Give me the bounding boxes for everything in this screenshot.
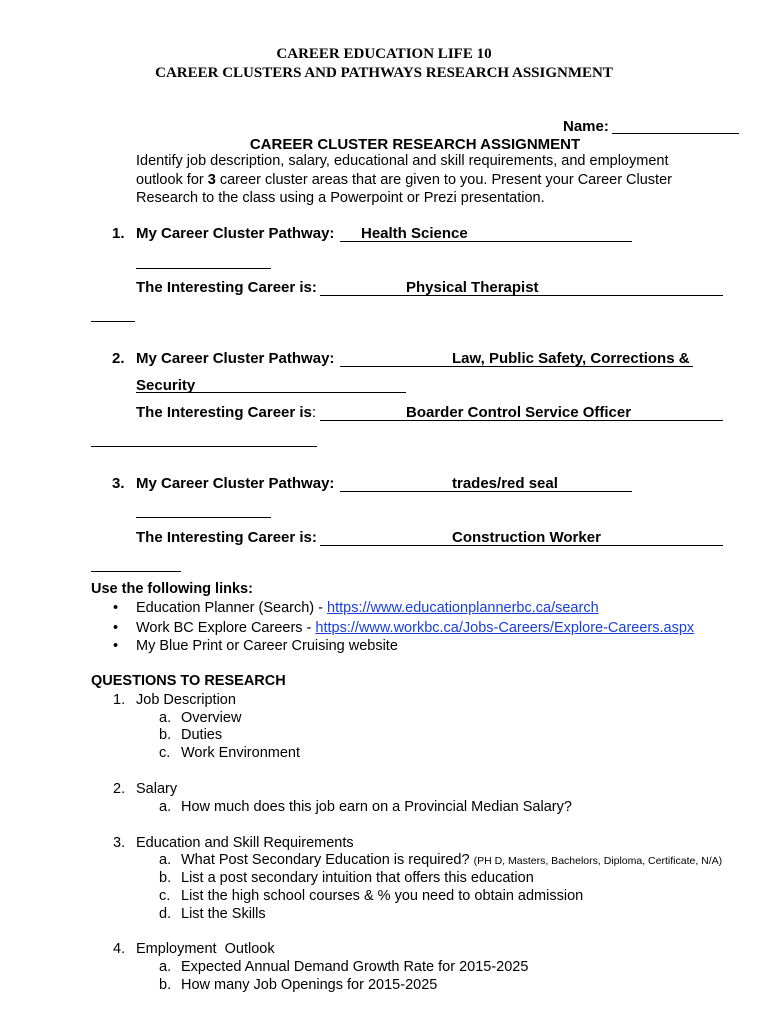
sub-letter: b. <box>159 977 172 993</box>
sub-letter: c. <box>159 888 171 904</box>
career-line <box>320 295 723 296</box>
sub-item: List a post secondary intuition that offers this education <box>181 870 534 886</box>
bullet-icon: • <box>113 600 119 616</box>
link-item-label: Education Planner (Search) - <box>136 600 328 616</box>
sub-letter: d. <box>159 906 172 922</box>
questions-heading: QUESTIONS TO RESEARCH <box>91 673 286 689</box>
pathway-line <box>340 491 632 492</box>
sub-item: List the Skills <box>181 906 266 922</box>
sub-item: How much does this job earn on a Provincial Median Salary? <box>181 799 572 815</box>
career-value: Physical Therapist <box>406 279 539 296</box>
sub-letter: a. <box>159 799 172 815</box>
intro-count: 3 <box>207 171 216 188</box>
career-label: The Interesting Career is: <box>136 279 317 296</box>
question-number: 3. <box>113 835 126 851</box>
career-line-cont <box>91 446 317 447</box>
career-line <box>320 545 723 546</box>
question-title: Employment Outlook <box>136 941 275 957</box>
question-number: 1. <box>113 692 126 708</box>
sub-item: Work Environment <box>181 745 300 761</box>
link-item <box>136 600 599 616</box>
name-label: Name: <box>563 118 609 135</box>
pathway-value: trades/red seal <box>452 475 558 492</box>
intro-text-2: career cluster areas that are given to you. Present your Career Cluster Research to the class using a Powerpoint or Prezi presentation. <box>136 171 672 206</box>
bullet-icon: • <box>113 638 119 654</box>
question-title: Education and Skill Requirements <box>136 835 354 851</box>
sub-item: Duties <box>181 727 223 743</box>
name-blank-line <box>612 133 739 134</box>
sub-letter: b. <box>159 727 172 743</box>
sub-item: Overview <box>181 710 242 726</box>
question-number: 4. <box>113 941 126 957</box>
pathway-line <box>340 241 632 242</box>
sub-item: Expected Annual Demand Growth Rate for 2015-2025 <box>181 959 529 975</box>
pathway-line-cont <box>136 268 271 269</box>
link-item <box>136 620 694 636</box>
sub-item-text: What Post Secondary Education is required? <box>181 852 470 868</box>
pathway-line-cont <box>136 392 406 393</box>
pathway-line-cont <box>136 517 271 518</box>
pathway-label: My Career Cluster Pathway: <box>136 475 335 492</box>
question-number: 2. <box>113 781 126 797</box>
pathway-value: Law, Public Safety, Corrections & <box>452 350 690 367</box>
question-title: Job Description <box>136 692 236 708</box>
career-label-text: The Interesting Career is <box>136 404 312 421</box>
pathway-label: My Career Cluster Pathway: <box>136 350 335 367</box>
sub-item: List the high school courses & % you need to obtain admission <box>181 888 584 904</box>
education-planner-link[interactable]: https://www.educationplannerbc.ca/search <box>327 600 599 616</box>
pathway-value-cont: Security <box>136 377 196 394</box>
career-line <box>320 420 723 421</box>
document-header-line2: CAREER CLUSTERS AND PATHWAYS RESEARCH ASSIGNMENT <box>155 65 613 81</box>
sub-letter: a. <box>159 710 172 726</box>
bullet-icon: • <box>113 620 119 636</box>
sub-letter: a. <box>159 852 172 868</box>
sub-item: How many Job Openings for 2015-2025 <box>181 977 438 993</box>
link-item-label: Work BC Explore Careers - <box>136 620 316 636</box>
link-item-label: My Blue Print or Career Cruising website <box>136 638 398 654</box>
sub-item <box>181 852 722 868</box>
career-value: Boarder Control Service Officer <box>406 404 632 421</box>
pathway-label: My Career Cluster Pathway: <box>136 225 335 242</box>
career-value: Construction Worker <box>452 529 601 546</box>
section-title: CAREER CLUSTER RESEARCH ASSIGNMENT <box>249 136 581 153</box>
intro-text-1: Identify job description, salary, educational and skill requirements, and employment outlook for <box>136 153 669 188</box>
workbc-link[interactable]: https://www.workbc.ca/Jobs-Careers/Explore-Careers.aspx <box>315 620 695 636</box>
pathway-value: Health Science <box>361 225 468 242</box>
career-label <box>136 404 316 421</box>
pathway-line <box>340 366 693 367</box>
item-number: 3. <box>112 475 125 492</box>
sub-item-note: (PH D, Masters, Bachelors, Diploma, Certificate, N/A) <box>473 855 723 867</box>
intro-paragraph <box>136 152 706 208</box>
item-number: 2. <box>112 350 125 367</box>
career-label: The Interesting Career is: <box>136 529 317 546</box>
sub-letter: c. <box>159 745 171 761</box>
document-header-line1: CAREER EDUCATION LIFE 10 <box>276 46 492 62</box>
career-line-cont <box>91 571 181 572</box>
links-heading: Use the following links: <box>91 581 253 597</box>
sub-letter: a. <box>159 959 172 975</box>
career-line-cont <box>91 321 135 322</box>
question-title: Salary <box>136 781 178 797</box>
career-label-colon: : <box>311 404 317 421</box>
sub-letter: b. <box>159 870 172 886</box>
item-number: 1. <box>112 225 125 242</box>
